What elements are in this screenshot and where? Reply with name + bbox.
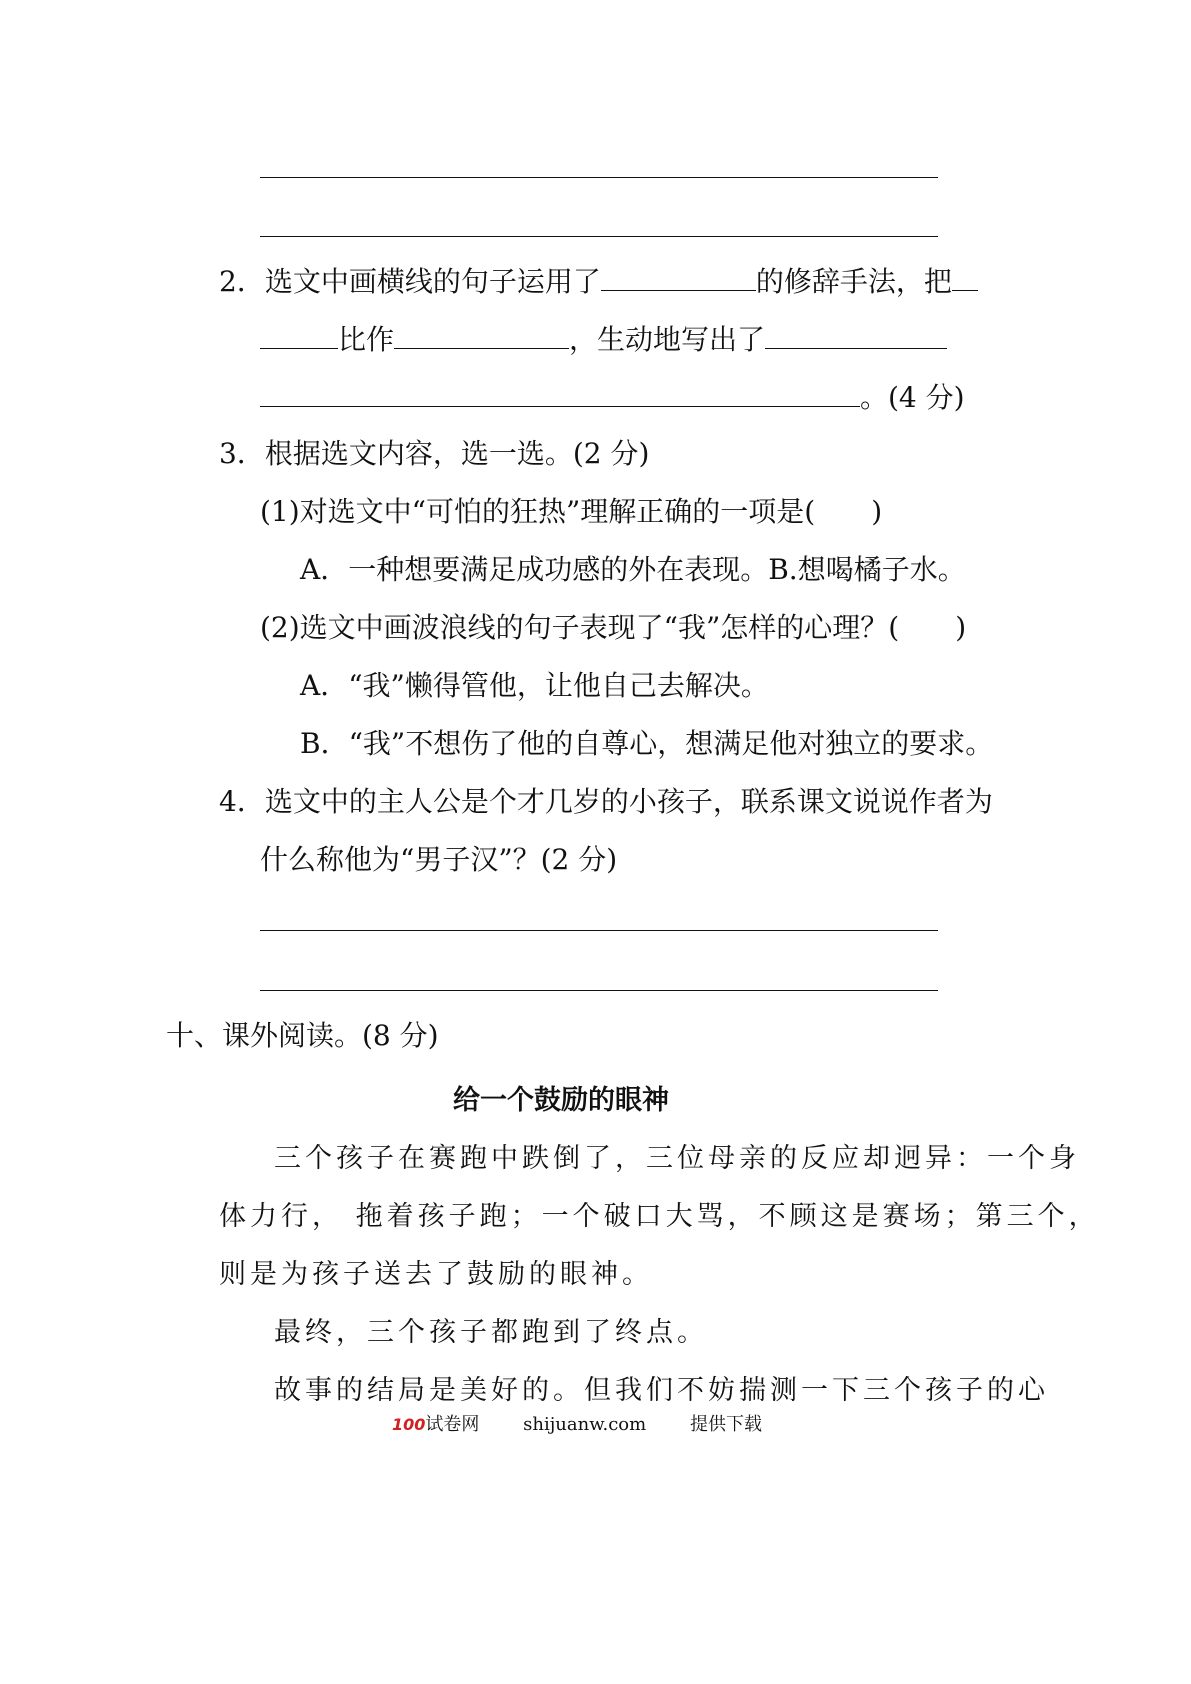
question-2-line-2 [260, 320, 947, 358]
download-note: 提供下载 [689, 1414, 762, 1435]
passage-line: 故事的结局是美好的。但我们不妨揣测一下三个孩子的心 [274, 1375, 1049, 1406]
question-3-sub-2-option-b: B．“我”不想伤了他的自尊心，想满足他对独立的要求。 [300, 727, 994, 760]
answer-line[interactable] [260, 990, 938, 991]
question-text: 比作 [338, 323, 395, 356]
passage-line: 则是为孩子送去了鼓励的眼神。 [219, 1259, 653, 1290]
question-text: 选文中的主人公是个才几岁的小孩子，联系课文说说作者为 [264, 785, 993, 818]
fill-blank[interactable] [394, 320, 569, 349]
question-3-stem [219, 436, 649, 472]
passage-line: 体力行， 拖着孩子跑；一个破口大骂，不顾这是赛场；第三个， [219, 1201, 1100, 1232]
question-3-sub-1: (1)对选文中“可怕的狂热”理解正确的一项是( ) [260, 495, 883, 528]
fill-blank[interactable] [260, 320, 338, 349]
question-2-line-1 [219, 262, 978, 300]
page-footer [392, 1413, 762, 1437]
question-text: 的修辞手法，把 [755, 265, 952, 298]
question-3-sub-2: (2)选文中画波浪线的句子表现了“我”怎样的心理？( ) [260, 611, 967, 644]
fill-blank[interactable] [952, 262, 978, 291]
passage-title: 给一个鼓励的眼神 [453, 1085, 669, 1116]
passage-line: 最终，三个孩子都跑到了终点。 [274, 1317, 708, 1348]
question-3-sub-2-option-a: A．“我”懒得管他，让他自己去解决。 [300, 669, 769, 702]
fill-blank[interactable] [260, 378, 860, 407]
question-2-line-3 [260, 378, 965, 416]
fill-blank[interactable] [765, 320, 947, 349]
passage-line: 三个孩子在赛跑中跌倒了，三位母亲的反应却迥异：一个身 [274, 1143, 1080, 1174]
question-3-sub-1-options: A．一种想要满足成功感的外在表现。B.想喝橘子水。 [300, 553, 966, 586]
question-number: 2． [219, 265, 265, 298]
question-number: 3． [219, 437, 265, 470]
question-text: ，生动地写出了 [569, 323, 766, 356]
site-name: 试卷网 [425, 1414, 480, 1435]
site-logo: 100 [392, 1415, 426, 1434]
score-note: 。(4 分) [860, 381, 965, 414]
question-4-line-1 [219, 784, 993, 820]
section-heading: 十、课外阅读。(8 分) [166, 1019, 439, 1052]
question-text: 根据选文内容，选一选。(2 分) [264, 437, 650, 470]
site-url[interactable]: shijuanw.com [523, 1414, 647, 1435]
fill-blank[interactable] [601, 262, 756, 291]
answer-line[interactable] [260, 236, 938, 237]
question-number: 4． [219, 785, 265, 818]
answer-line[interactable] [260, 177, 938, 178]
answer-line[interactable] [260, 930, 938, 931]
question-4-line-2: 什么称他为“男子汉”？(2 分) [260, 843, 618, 876]
question-text: 选文中画横线的句子运用了 [264, 265, 601, 298]
